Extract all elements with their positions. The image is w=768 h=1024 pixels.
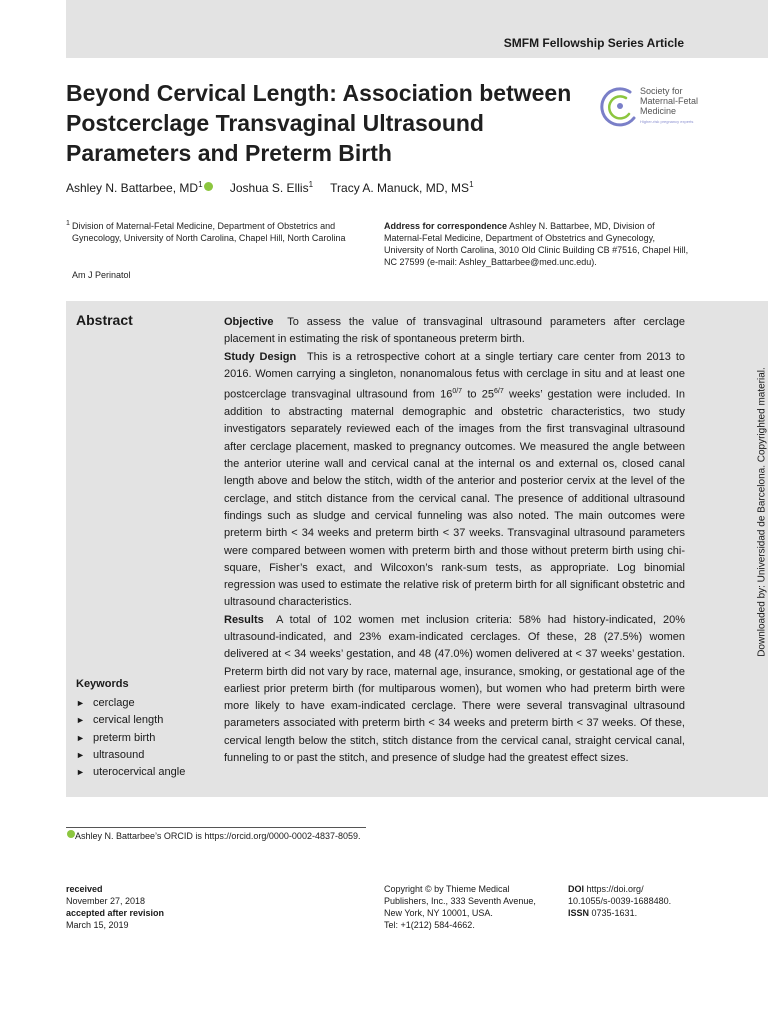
copyright-notice xyxy=(384,883,560,931)
keyword-text: uterocervical angle xyxy=(93,766,186,779)
article-series-label: SMFM Fellowship Series Article xyxy=(503,36,684,50)
affiliation-sup: 1 xyxy=(66,220,70,227)
affiliation xyxy=(66,220,356,244)
abstract-study-design xyxy=(224,349,685,612)
keyword-item xyxy=(76,764,185,781)
orcid-icon[interactable] xyxy=(204,182,213,191)
study-design-sup: 6/7 xyxy=(494,388,504,396)
keyword-item xyxy=(76,747,185,764)
author-sup: 1 xyxy=(469,180,474,189)
article-identifiers xyxy=(568,883,708,919)
objective-label: Objective xyxy=(224,316,274,328)
article-dates xyxy=(66,883,164,931)
copyright-line: Tel: +1(212) 584-4662. xyxy=(384,920,475,930)
copyright-line: New York, NY 10001, USA. xyxy=(384,908,493,918)
bullet-arrow-icon: ► xyxy=(76,749,85,760)
accepted-date: March 15, 2019 xyxy=(66,920,129,930)
study-design-text: to 25 xyxy=(462,388,495,401)
doi-link[interactable]: 10.1055/s-0039-1688480. xyxy=(568,896,672,906)
study-design-label: Study Design xyxy=(224,350,297,363)
bullet-arrow-icon: ► xyxy=(76,698,85,708)
bullet-arrow-icon: ► xyxy=(76,732,85,743)
doi-link[interactable]: https://doi.org/ xyxy=(586,884,644,894)
doi-label: DOI xyxy=(568,884,585,894)
copyright-line: Copyright © by Thieme Medical xyxy=(384,884,510,894)
logo-line: Maternal-Fetal xyxy=(640,96,699,106)
title-line: Beyond Cervical Length: Association between xyxy=(66,80,572,106)
received-label: received xyxy=(66,884,103,894)
title-line: Parameters and Preterm Birth xyxy=(66,140,392,166)
author-list xyxy=(66,180,488,195)
footnote-divider xyxy=(66,827,366,828)
study-design-text: weeks’ gestation were included. In addition to abstracting maternal demographic and obstetric characteristics, two study investigators separately reviewed each of the images from the first transvaginal ultrasound after cerclage placement, masked to pregnancy outcomes. We measured the angle between the anterior uterine wall and cervical canal at the internal os and external os, closed canal length above and below the stitch, width of the anterior and posterior cervix at the level of the cerclage, and stitch distance from the cervical canal. The presence of additional ultrasound findings such as sludge and cervical funneling was also noted. The main outcomes were preterm birth < 34 weeks and preterm birth < 37 weeks. Transvaginal ultrasound parameters were compared between women with preterm birth and those without preterm birth using chi-square, Fisher’s exact, and Wilcoxon’s rank-sum tests, as appropriate. Log binomial regression was used to estimate the relative risk of preterm birth for all significant obstetric and ultrasound characteristics. xyxy=(224,388,685,609)
study-design-text: This is a retrospective cohort at a single tertiary care center from 2013 to 2016. Women carrying a singleton, nonanomalous fetus with cerclage in situ and at least one postcerclage transvaginal ultrasound from 16 xyxy=(224,350,685,401)
download-watermark: Downloaded by: Universidad de Barcelona. Copyrighted material. xyxy=(756,367,768,657)
received-date: November 27, 2018 xyxy=(66,896,146,906)
correspondence-text: Ashley N. Battarbee, MD, Division of Maternal-Fetal Medicine, Department of Obstetrics and Gynecology, University of North Carolina, 3010 Old Clinic Building CB #7516, Chapel Hill, NC 27599 (e-mail: Ashley_Battarbee@med.unc.edu). xyxy=(384,221,689,267)
author-name: Tracy A. Manuck, MD, MS xyxy=(330,181,470,195)
smfm-logo xyxy=(600,84,710,130)
correspondence-address xyxy=(384,220,694,268)
abstract-objective xyxy=(224,314,685,349)
author-name: Ashley N. Battarbee, MD xyxy=(66,181,199,195)
orcid-footnote-text[interactable]: Ashley N. Battarbee’s ORCID is https://orcid.org/0000-0002-4837-8059. xyxy=(75,831,361,841)
logo-tagline: Higher-risk pregnancy experts xyxy=(640,119,694,124)
title-line: Postcerclage Transvaginal Ultrasound xyxy=(66,110,484,136)
author xyxy=(66,181,213,195)
copyright-line: Publishers, Inc., 333 Seventh Avenue, xyxy=(384,896,536,906)
keyword-text: preterm birth xyxy=(93,731,156,744)
keyword-item xyxy=(76,730,185,747)
issn-label: ISSN xyxy=(568,908,590,918)
orcid-icon xyxy=(67,830,75,838)
correspondence-label: Address for correspondence xyxy=(384,221,508,231)
keywords-list xyxy=(76,695,185,781)
author-sup: 1 xyxy=(308,180,314,189)
affiliation-text: Division of Maternal-Fetal Medicine, Department of Obstetrics and Gynecology, University of North Carolina, Chapel Hill, North Carolina xyxy=(72,221,346,243)
abstract-body xyxy=(224,314,685,767)
author xyxy=(230,181,313,195)
orcid-footnote xyxy=(66,829,366,843)
abstract-heading: Abstract xyxy=(76,312,133,328)
logo-line: Society for xyxy=(640,86,683,96)
abstract-results xyxy=(224,612,685,768)
keyword-text: ultrasound xyxy=(93,748,145,761)
issn-value: 0735-1631. xyxy=(591,908,638,918)
author xyxy=(330,181,473,195)
study-design-sup: 0/7 xyxy=(452,388,463,396)
keyword-item xyxy=(76,712,185,729)
bullet-arrow-icon: ► xyxy=(76,715,85,726)
article-title xyxy=(66,78,606,168)
keyword-item xyxy=(76,695,185,712)
keywords-heading: Keywords xyxy=(76,678,129,690)
logo-wordmark xyxy=(640,86,698,116)
keyword-text: cervical length xyxy=(93,714,164,727)
results-text: A total of 102 women met inclusion criteria: 58% had history-indicated, 20% ultrasound-indicated, and 23% exam-indicated cerclages. Of these, 28 (27.5%) women delivered at < 34 weeks’ gestation, and 48 (47.0%) women delivered at < 37 weeks’ gestation. Preterm birth did not vary by race, maternal age, insurance, smoking, or gestational age of the earliest prior preterm birth (for multiparous women), but women who had preterm birth were more likely to have exam-indicated cerclage. There were several transvaginal ultrasound parameters associated with preterm birth < 34 weeks and preterm birth < 37 weeks. Of these, cervical length below the stitch, stitch distance from the cervical canal, straight cervical canal, funneling to or past the stitch, and presence of sludge had the greatest effect sizes. xyxy=(224,613,685,765)
logo-line: Medicine xyxy=(640,106,677,116)
accepted-label: accepted after revision xyxy=(66,908,165,918)
author-name: Joshua S. Ellis xyxy=(229,181,309,195)
smfm-logo-mark xyxy=(600,84,640,130)
keyword-text: cerclage xyxy=(93,697,135,709)
results-label: Results xyxy=(224,613,264,626)
bullet-arrow-icon: ► xyxy=(76,767,85,778)
author-sup: 1 xyxy=(198,180,203,189)
journal-name: Am J Perinatol xyxy=(72,270,131,280)
objective-text: To assess the value of transvaginal ultrasound parameters after cerclage placement in estimating the risk of spontaneous preterm birth. xyxy=(224,316,685,346)
